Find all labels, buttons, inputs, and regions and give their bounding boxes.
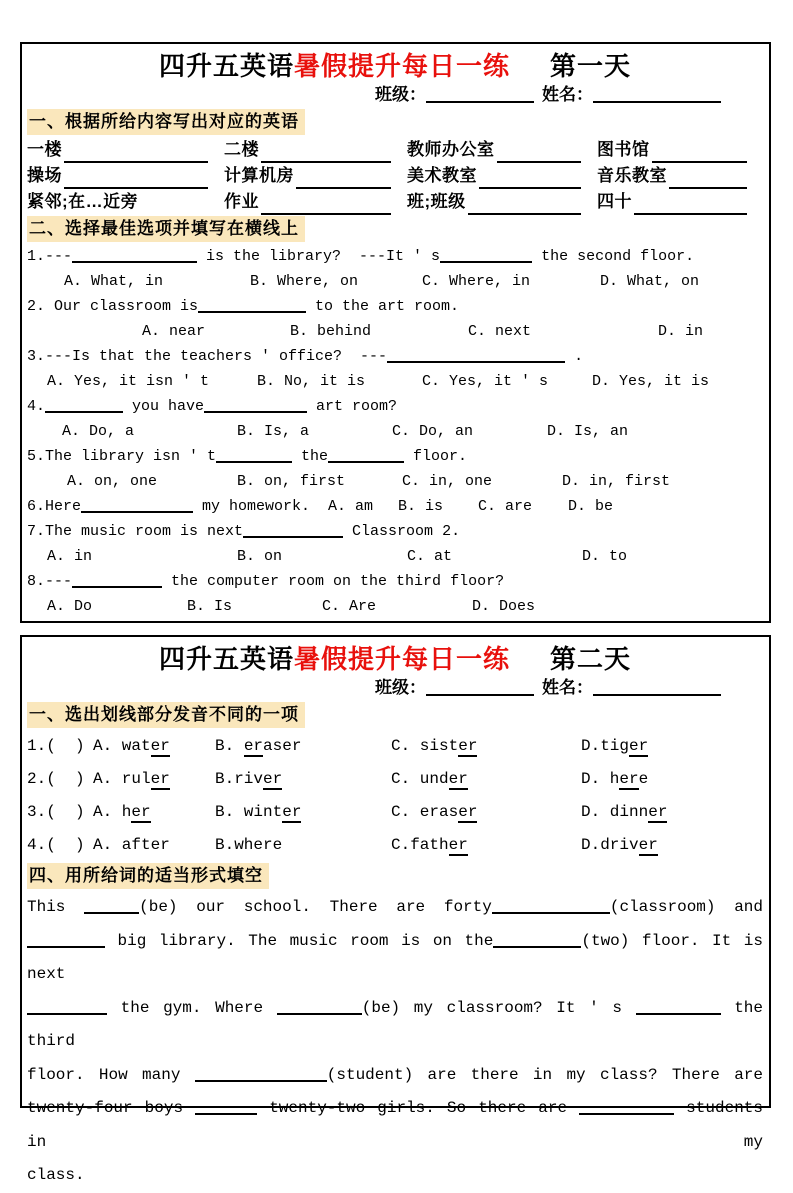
day1-sections bbox=[27, 108, 763, 619]
answer-blank bbox=[440, 247, 532, 263]
answer-blank bbox=[669, 168, 747, 189]
answer-blank bbox=[261, 194, 391, 215]
section-heading-row bbox=[27, 108, 763, 137]
text-segment: This bbox=[27, 898, 85, 916]
text-segment: aser bbox=[263, 737, 302, 755]
option-label: A. near bbox=[142, 323, 206, 340]
vocab-term: 一楼 bbox=[27, 140, 62, 159]
phonics-option bbox=[391, 829, 581, 862]
vocabulary-grid bbox=[27, 137, 763, 215]
option-label: C. in, one bbox=[402, 473, 493, 490]
option-label: B. is bbox=[398, 498, 444, 515]
option-label: A. Yes, it isn ' t bbox=[47, 373, 210, 390]
question-list bbox=[27, 244, 763, 619]
worksheet-title bbox=[27, 643, 763, 675]
class-name-line bbox=[375, 82, 763, 108]
cloze-line bbox=[27, 1159, 763, 1193]
answer-blank bbox=[652, 142, 748, 163]
vocab-term: 教师办公室 bbox=[407, 140, 495, 159]
vocab-cell bbox=[407, 137, 597, 163]
text-segment: A. h bbox=[93, 803, 132, 821]
text-segment: (student) are there in my class? There are bbox=[326, 1065, 764, 1084]
title-prefix: 四升五英语 bbox=[158, 644, 294, 674]
vocab-cell bbox=[224, 189, 407, 215]
option-label: A. in bbox=[47, 548, 93, 565]
question-options bbox=[47, 544, 763, 569]
answer-blank bbox=[64, 168, 208, 189]
vocab-term: 四十 bbox=[597, 192, 632, 211]
underlined-letters: er bbox=[638, 836, 658, 854]
vocab-cell bbox=[407, 163, 597, 189]
text-segment: you have bbox=[123, 398, 205, 415]
option-label: C. Where, in bbox=[422, 273, 531, 290]
class-name-line bbox=[375, 675, 763, 701]
option-label: D. Does bbox=[472, 598, 536, 615]
text-segment: D.driv bbox=[581, 836, 639, 854]
text-segment: C. eras bbox=[391, 803, 459, 821]
text-segment: Classroom 2. bbox=[343, 523, 461, 540]
option-label: B. Where, on bbox=[250, 273, 359, 290]
class-label: 班级： bbox=[375, 678, 426, 697]
text-segment: B.where bbox=[215, 836, 283, 854]
text-segment: 8.--- bbox=[27, 573, 73, 590]
vocab-cell bbox=[597, 163, 763, 189]
text-segment: 7.The music room is next bbox=[27, 523, 244, 540]
vocab-cell bbox=[597, 189, 763, 215]
answer-blank bbox=[84, 897, 139, 914]
name-blank bbox=[593, 679, 721, 696]
option-label: A. What, in bbox=[64, 273, 164, 290]
phonics-option bbox=[215, 829, 391, 862]
cloze-paragraph bbox=[27, 891, 763, 1193]
vocab-term: 图书馆 bbox=[597, 140, 650, 159]
vocab-term: 计算机房 bbox=[224, 166, 294, 185]
vocab-term: 美术教室 bbox=[407, 166, 477, 185]
text-segment: the gym. Where bbox=[107, 998, 277, 1017]
vocab-cell bbox=[224, 163, 407, 189]
underlined-letters: er bbox=[648, 803, 668, 821]
day2-sections bbox=[27, 701, 763, 1193]
title-day: 第一天 bbox=[550, 51, 632, 81]
text-segment: is the library? ---It ' s bbox=[197, 248, 441, 265]
answer-blank bbox=[45, 397, 123, 413]
text-segment: A. after bbox=[93, 836, 170, 854]
vocab-term: 操场 bbox=[27, 166, 62, 185]
phonics-option bbox=[93, 763, 215, 796]
text-segment: 6.Here bbox=[27, 498, 82, 515]
phonics-option bbox=[93, 829, 215, 862]
option-label: D. What, on bbox=[600, 273, 700, 290]
phonics-option bbox=[215, 796, 391, 829]
text-segment: floor. bbox=[404, 448, 468, 465]
option-label: D. be bbox=[568, 498, 614, 515]
cloze-line bbox=[27, 1059, 763, 1093]
option-label: C. next bbox=[468, 323, 532, 340]
underlined-letters: er bbox=[619, 770, 639, 788]
question-stem bbox=[27, 344, 763, 369]
underlined-letters: er bbox=[629, 737, 649, 755]
answer-blank bbox=[497, 142, 582, 163]
option-label: D. Is, an bbox=[547, 423, 629, 440]
vocab-cell bbox=[407, 189, 597, 215]
section-heading: 一、根据所给内容写出对应的英语 bbox=[27, 109, 305, 135]
text-segment: B. wint bbox=[215, 803, 283, 821]
phonics-row bbox=[27, 796, 763, 829]
answer-blank bbox=[72, 572, 162, 588]
option-label: B. on, first bbox=[237, 473, 346, 490]
text-segment: (be) my classroom? It ' s bbox=[361, 998, 636, 1017]
text-segment: 3.---Is that the teachers ' office? --- bbox=[27, 348, 388, 365]
underlined-letters: er bbox=[458, 737, 478, 755]
underlined-letters: er bbox=[458, 803, 478, 821]
phonics-option bbox=[391, 796, 581, 829]
option-label: A. Do, a bbox=[62, 423, 135, 440]
text-segment: e bbox=[638, 770, 649, 788]
option-label: A. Do bbox=[47, 598, 93, 615]
text-segment: 5.The library isn ' t bbox=[27, 448, 217, 465]
text-segment: 1.--- bbox=[27, 248, 73, 265]
section-heading: 四、用所给词的适当形式填空 bbox=[27, 863, 269, 889]
question-stem bbox=[27, 494, 763, 519]
title-red-text: 暑假提升每日一练 bbox=[293, 51, 510, 81]
phonics-option bbox=[215, 763, 391, 796]
answer-blank bbox=[204, 397, 307, 413]
phonics-row bbox=[27, 730, 763, 763]
text-segment: 4. bbox=[27, 398, 46, 415]
underlined-letters: er bbox=[282, 803, 302, 821]
answer-blank bbox=[195, 1098, 257, 1115]
question-options bbox=[47, 594, 763, 619]
question-stem bbox=[27, 519, 763, 544]
text-segment: B.riv bbox=[215, 770, 264, 788]
title-day: 第二天 bbox=[550, 644, 632, 674]
name-label: 姓名： bbox=[542, 85, 593, 104]
title-prefix: 四升五英语 bbox=[158, 51, 294, 81]
title-red-text: 暑假提升每日一练 bbox=[293, 644, 510, 674]
text-segment: (two) floor. It is next bbox=[27, 931, 763, 983]
vocab-cell bbox=[224, 137, 407, 163]
option-label: C. at bbox=[407, 548, 453, 565]
option-label: C. Are bbox=[322, 598, 377, 615]
option-label: B. Is bbox=[187, 598, 233, 615]
option-label: D. in, first bbox=[562, 473, 671, 490]
text-segment: (classroom) and bbox=[609, 898, 763, 916]
answer-blank bbox=[198, 297, 306, 313]
question-options bbox=[67, 469, 763, 494]
question-stem bbox=[27, 569, 763, 594]
question-stem bbox=[27, 444, 763, 469]
text-segment: C.fath bbox=[391, 836, 449, 854]
underlined-letters: er bbox=[150, 737, 170, 755]
text-segment: A. rul bbox=[93, 770, 151, 788]
phonics-option bbox=[581, 763, 763, 796]
phonics-option bbox=[391, 763, 581, 796]
text-segment: C. sist bbox=[391, 737, 459, 755]
question-number: 1.( ) bbox=[27, 737, 85, 755]
phonics-row bbox=[27, 763, 763, 796]
text-segment: art room? bbox=[307, 398, 398, 415]
answer-blank bbox=[328, 447, 404, 463]
class-blank bbox=[426, 679, 534, 696]
class-label: 班级： bbox=[375, 85, 426, 104]
option-label: C. Yes, it ' s bbox=[422, 373, 549, 390]
phonics-option bbox=[391, 730, 581, 763]
text-segment: 2. Our classroom is bbox=[27, 298, 199, 315]
question-options bbox=[64, 269, 763, 294]
vocab-term: 音乐教室 bbox=[597, 166, 667, 185]
vocab-term: 作业 bbox=[224, 192, 259, 211]
section-heading-row bbox=[27, 862, 763, 891]
underlined-letters: er bbox=[131, 803, 151, 821]
vocab-term: 二楼 bbox=[224, 140, 259, 159]
question-stem bbox=[27, 244, 763, 269]
text-segment: the third bbox=[27, 998, 764, 1050]
text-segment: . bbox=[565, 348, 584, 365]
vocab-term: 紧邻;在…近旁 bbox=[27, 192, 139, 211]
section-heading: 一、选出划线部分发音不同的一项 bbox=[27, 702, 305, 728]
answer-blank bbox=[243, 522, 343, 538]
vocab-cell bbox=[27, 163, 224, 189]
answer-blank bbox=[468, 194, 581, 215]
question-options bbox=[142, 319, 763, 344]
text-segment: the bbox=[292, 448, 329, 465]
option-label: B. behind bbox=[290, 323, 372, 340]
text-segment: class. bbox=[27, 1166, 85, 1184]
worksheet-day1 bbox=[20, 42, 771, 623]
text-segment: D. dinn bbox=[581, 803, 649, 821]
phonics-option bbox=[581, 796, 763, 829]
worksheet-day2 bbox=[20, 635, 771, 1184]
question-options bbox=[47, 369, 763, 394]
question-stem bbox=[27, 294, 763, 319]
text-segment: D. h bbox=[581, 770, 620, 788]
option-label: D. in bbox=[658, 323, 704, 340]
phonics-option bbox=[93, 730, 215, 763]
option-label: C. are bbox=[478, 498, 533, 515]
question-number: 4.( ) bbox=[27, 836, 85, 854]
phonics-option bbox=[581, 730, 763, 763]
question-stem bbox=[27, 394, 763, 419]
phonics-option bbox=[93, 796, 215, 829]
text-segment: to the art room. bbox=[306, 298, 460, 315]
answer-blank bbox=[387, 347, 565, 363]
answer-blank bbox=[492, 897, 610, 914]
text-segment: big library. The music room is on the bbox=[105, 931, 494, 950]
text-segment: the second floor. bbox=[532, 248, 695, 265]
text-segment: (be) our school. There are forty bbox=[139, 898, 492, 916]
text-segment: B. bbox=[215, 737, 244, 755]
cloze-line bbox=[27, 891, 763, 925]
name-blank bbox=[593, 86, 721, 103]
question-number: 3.( ) bbox=[27, 803, 85, 821]
phonics-row bbox=[27, 829, 763, 862]
section-heading-row bbox=[27, 701, 763, 730]
vocab-term: 班;班级 bbox=[407, 192, 466, 211]
option-label: B. on bbox=[237, 548, 283, 565]
option-label: D. Yes, it is bbox=[592, 373, 710, 390]
option-label: A. on, one bbox=[67, 473, 158, 490]
section-heading: 二、选择最佳选项并填写在横线上 bbox=[27, 216, 305, 242]
answer-blank bbox=[579, 1098, 674, 1115]
text-segment: my homework. bbox=[193, 498, 329, 515]
text-segment: twenty-two girls. So there are bbox=[257, 1099, 580, 1117]
underlined-letters: er bbox=[243, 737, 264, 755]
text-segment: C. und bbox=[391, 770, 449, 788]
text-segment: D.tig bbox=[581, 737, 630, 755]
underlined-letters: er bbox=[150, 770, 170, 788]
vocab-cell bbox=[27, 189, 224, 215]
phonics-option bbox=[581, 829, 763, 862]
underlined-letters: er bbox=[263, 770, 283, 788]
option-label: B. Is, a bbox=[237, 423, 310, 440]
text-segment: students in my bbox=[27, 1099, 763, 1151]
question-number: 2.( ) bbox=[27, 770, 85, 788]
text-segment: floor. How many bbox=[27, 1065, 195, 1084]
section-heading-row bbox=[27, 215, 763, 244]
option-label: D. to bbox=[582, 548, 628, 565]
answer-blank bbox=[493, 931, 581, 948]
answer-blank bbox=[261, 142, 391, 163]
answer-blank bbox=[27, 931, 105, 948]
worksheet-title bbox=[27, 50, 763, 82]
option-label: A. am bbox=[328, 498, 374, 515]
answer-blank bbox=[81, 497, 193, 513]
cloze-line bbox=[27, 925, 763, 992]
question-options bbox=[62, 419, 763, 444]
option-label: B. No, it is bbox=[257, 373, 366, 390]
answer-blank bbox=[27, 998, 107, 1015]
underlined-letters: er bbox=[448, 770, 468, 788]
answer-blank bbox=[636, 998, 721, 1015]
answer-blank bbox=[64, 142, 208, 163]
class-blank bbox=[426, 86, 534, 103]
answer-blank bbox=[277, 998, 362, 1015]
answer-blank bbox=[216, 447, 292, 463]
answer-blank bbox=[296, 168, 391, 189]
answer-blank bbox=[195, 1065, 327, 1082]
text-segment: twenty-four boys bbox=[27, 1099, 196, 1117]
phonics-option bbox=[215, 730, 391, 763]
underlined-letters: er bbox=[448, 836, 468, 854]
text-segment: A. wat bbox=[93, 737, 151, 755]
cloze-line bbox=[27, 992, 763, 1059]
answer-blank bbox=[634, 194, 747, 215]
answer-blank bbox=[479, 168, 581, 189]
answer-blank bbox=[72, 247, 197, 263]
vocab-cell bbox=[597, 137, 763, 163]
cloze-line bbox=[27, 1092, 763, 1159]
option-label: C. Do, an bbox=[392, 423, 474, 440]
text-segment: the computer room on the third floor? bbox=[162, 573, 505, 590]
name-label: 姓名： bbox=[542, 678, 593, 697]
vocab-cell bbox=[27, 137, 224, 163]
